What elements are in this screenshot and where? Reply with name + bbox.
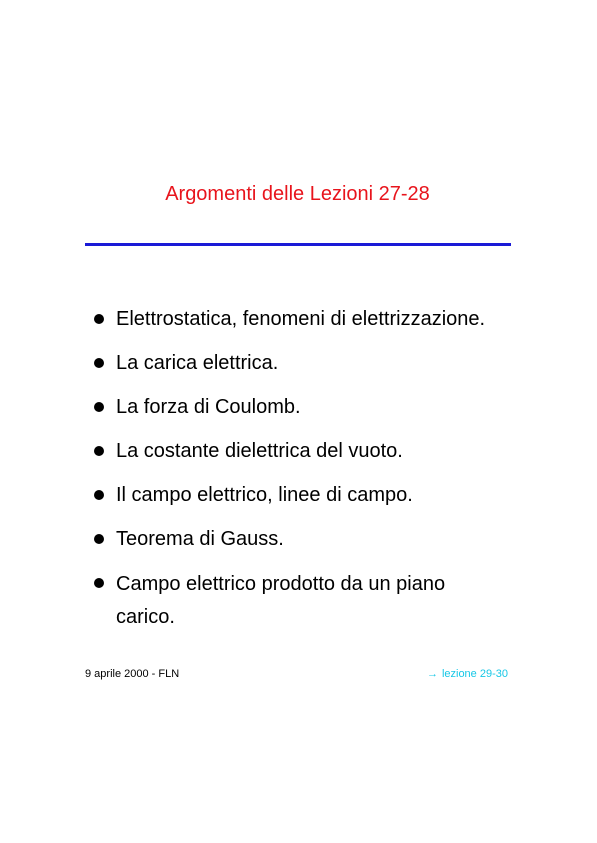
title-divider xyxy=(85,243,511,246)
footer-date-author: 9 aprile 2000 - FLN xyxy=(85,668,180,680)
bullet-dot-icon xyxy=(94,534,104,544)
bullet-dot-icon xyxy=(94,314,104,324)
bullet-dot-icon xyxy=(94,358,104,368)
bullet-dot-icon xyxy=(94,578,104,588)
topics-list xyxy=(93,304,513,648)
next-lesson-link-label: lezione 29-30 xyxy=(441,668,508,680)
list-item-text: La forza di Coulomb. xyxy=(116,396,301,418)
list-item-text: La carica elettrica. xyxy=(116,352,279,374)
list-item xyxy=(93,524,513,554)
list-item-text: La costante dielettrica del vuoto. xyxy=(116,440,403,462)
list-item xyxy=(93,436,513,466)
list-item xyxy=(93,480,513,510)
list-item xyxy=(93,392,513,422)
next-lesson-link[interactable] xyxy=(427,667,508,681)
list-item xyxy=(93,568,476,634)
list-item-text: Teorema di Gauss. xyxy=(116,528,284,550)
bullet-dot-icon xyxy=(94,490,104,500)
list-item xyxy=(93,304,513,334)
bullet-dot-icon xyxy=(94,446,104,456)
right-arrow-icon: → xyxy=(426,668,438,680)
list-item-text: Il campo elettrico, linee di campo. xyxy=(116,484,413,506)
list-item-text: Elettrostatica, fenomeni di elettrizzazione. xyxy=(116,308,486,330)
list-item xyxy=(93,348,513,378)
bullet-dot-icon xyxy=(94,402,104,412)
slide-title: Argomenti delle Lezioni 27-28 xyxy=(165,183,430,205)
list-item-text: Campo elettrico prodotto da un piano carico. xyxy=(116,573,446,628)
